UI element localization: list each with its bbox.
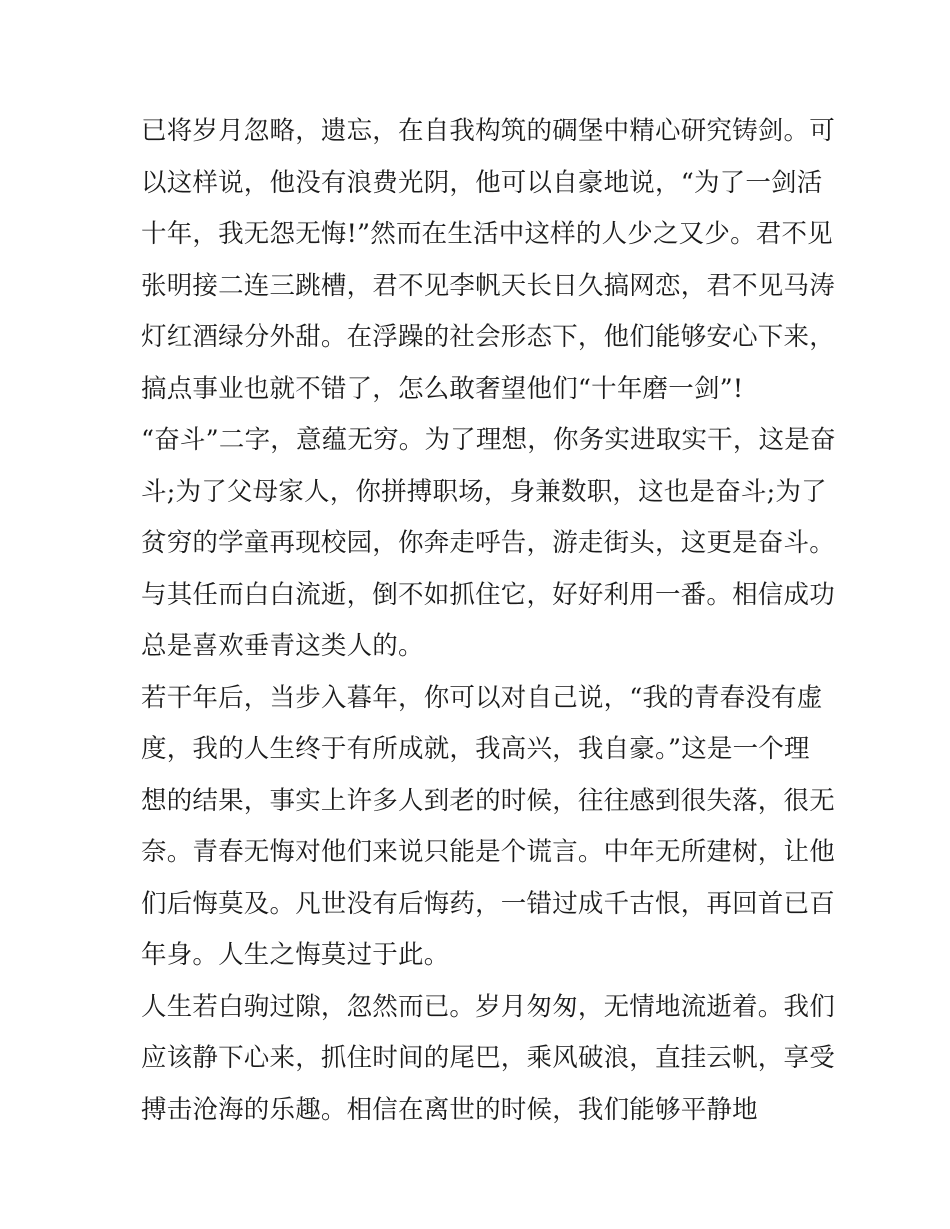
text-line: 搏击沧海的乐趣。相信在离世的时候，我们能够平静地 [141,1094,758,1125]
text-line: 奈。青春无悔对他们来说只能是个谎言。中年无所建树，让他 [141,837,835,867]
text-line: 想的结果，事实上许多人到老的时候，往往感到很失落，很无 [141,785,835,816]
text-line: 灯红酒绿分外甜。在浮躁的社会形态下，他们能够安心下来， [141,322,835,352]
text-line: 年身。人生之悔莫过于此。 [141,940,450,970]
body-text [141,106,836,1136]
text-line: “奋斗”二字，意蕴无穷。为了理想，你务实进取实干，这是奋 [141,425,836,455]
text-line: 以这样说，他没有浪费光阴，他可以自豪地说，“为了一剑活 [141,167,823,198]
text-line: 搞点事业也就不错了，怎么敢奢望他们“十年磨一剑”! [141,373,744,404]
text-line: 们后悔莫及。凡世没有后悔药，一错过成千古恨，再回首已百 [141,888,835,919]
text-line: 度，我的人生终于有所成就，我高兴，我自豪。”这是一个理 [141,734,810,764]
text-line: 与其任而白白流逝，倒不如抓住它，好好利用一番。相信成功 [141,579,835,610]
text-line: 若干年后，当步入暮年，你可以对自己说，“我的青春没有虚 [141,682,823,713]
text-line: 贫穷的学童再现校园，你奔走呼告，游走街头，这更是奋斗。 [141,528,835,558]
paragraph-3 [141,673,835,982]
text-line: 十年，我无怨无悔!”然而在生活中这样的人少之又少。君不见 [141,219,833,249]
text-line: 斗;为了父母家人，你拼搏职场，身兼数职，这也是奋斗;为了 [141,476,827,507]
text-line: 应该静下心来，抓住时间的尾巴，乘风破浪，直挂云帆，享受 [141,1043,835,1073]
text-line: 已将岁月忽略，遗忘，在自我构筑的碉堡中精心研究铸剑。可 [141,116,835,146]
paragraph-1 [141,106,835,415]
text-line: 人生若白驹过隙，忽然而已。岁月匆匆，无情地流逝着。我们 [141,991,835,1022]
text-line: 张明接二连三跳槽，君不见李帆天长日久搞网恋，君不见马涛 [141,270,835,301]
text-line: 总是喜欢垂青这类人的。 [141,631,424,661]
paragraph-4 [141,982,835,1137]
paragraph-2 [141,415,836,673]
